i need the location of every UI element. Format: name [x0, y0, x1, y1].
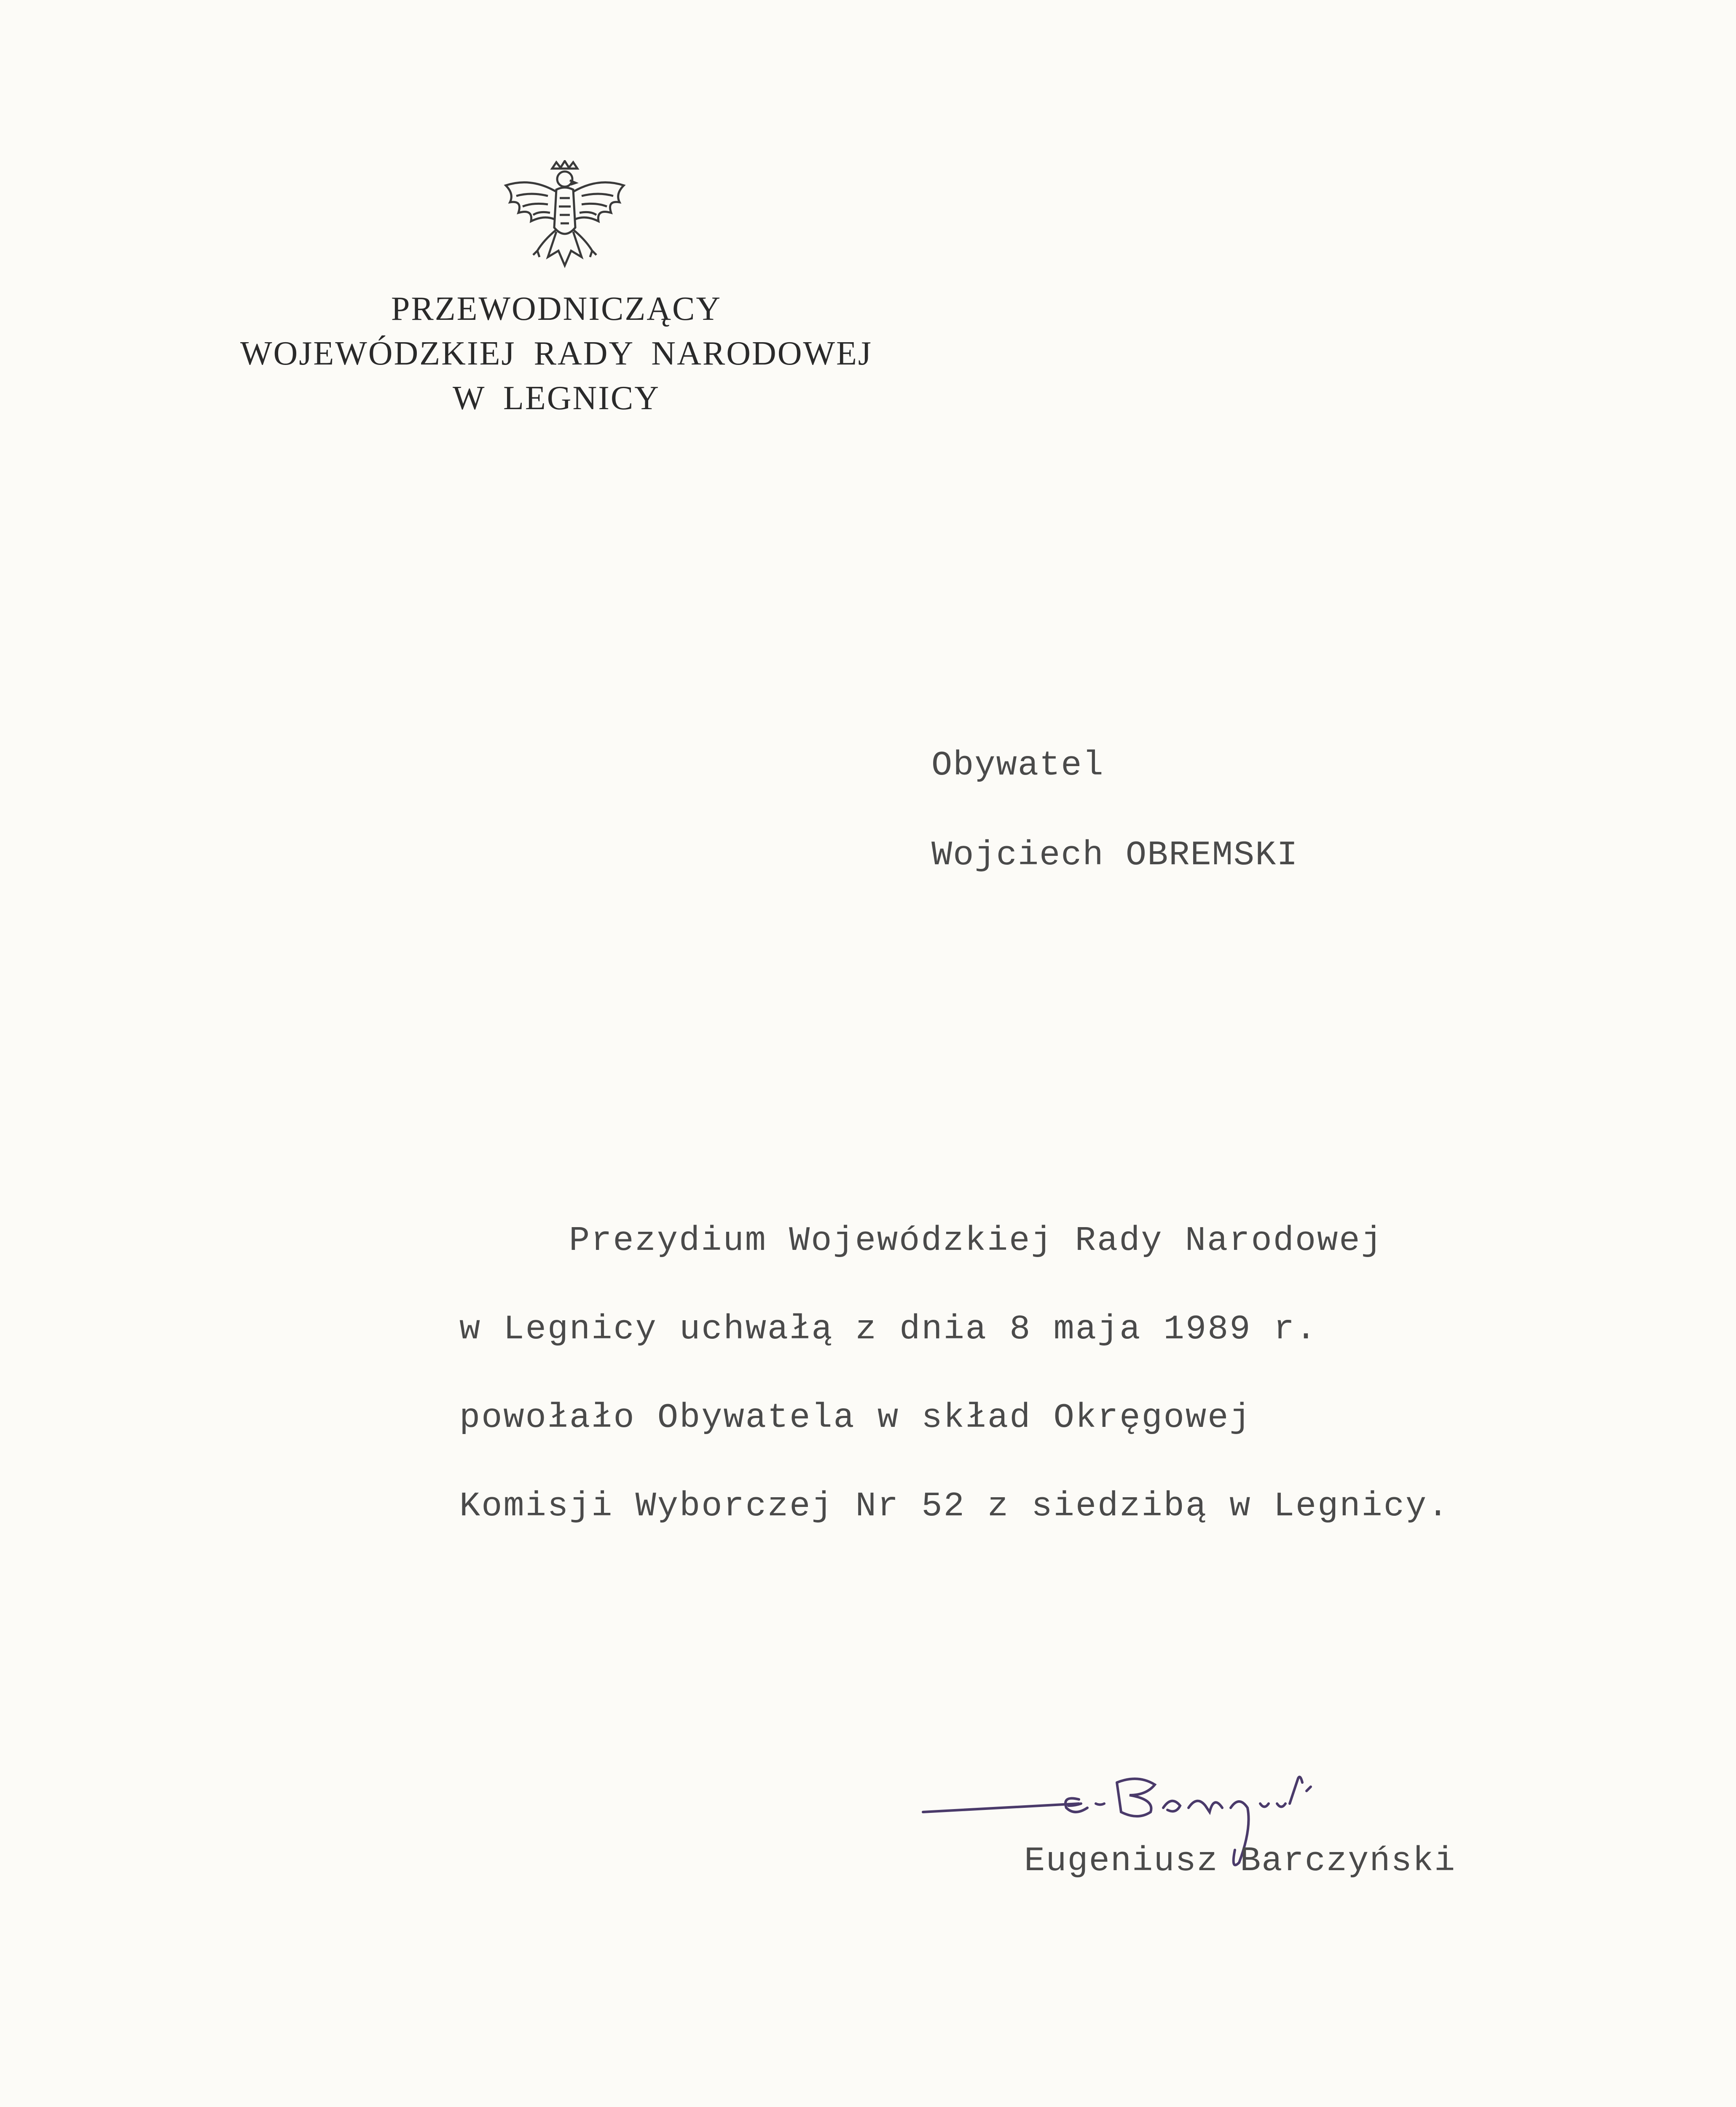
addressee-name: Wojciech OBREMSKI	[931, 836, 1299, 875]
letter-body	[459, 1197, 1449, 1551]
addressee-title: Obywatel	[931, 746, 1104, 785]
header-line-2: WOJEWÓDZKIEJ RADY NARODOWEJ	[240, 335, 873, 372]
body-line-4: Komisji Wyborczej Nr 52 z siedzibą w Legnicy.	[459, 1487, 1450, 1526]
handwritten-signature	[919, 1745, 1559, 1922]
addressee-block	[931, 746, 1299, 925]
eagle-emblem-icon	[497, 160, 632, 287]
signer-name: Eugeniusz Barczyński	[1024, 1842, 1456, 1881]
body-line-3: powołało Obywatela w skład Okręgowej	[459, 1398, 1252, 1437]
header-line-1: PRZEWODNICZĄCY	[391, 290, 722, 327]
header-line-3: W LEGNICY	[452, 380, 660, 417]
issuer-header	[126, 287, 986, 421]
body-line-1: Prezydium Wojewódzkiej Rady Narodowej	[569, 1221, 1383, 1260]
body-line-2: w Legnicy uchwałą z dnia 8 maja 1989 r.	[459, 1310, 1318, 1349]
